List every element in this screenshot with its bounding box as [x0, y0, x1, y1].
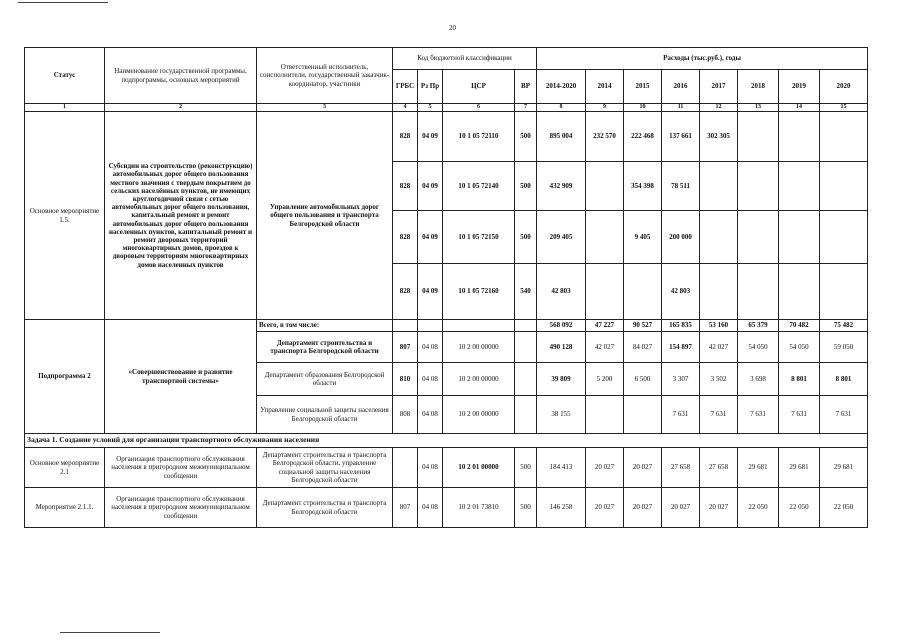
value-cell: 146 258	[537, 488, 586, 528]
m211-status: Мероприятие 2.1.1.	[25, 488, 105, 528]
col-number: 13	[738, 104, 779, 112]
value-cell	[779, 112, 820, 162]
vr-cell	[515, 332, 537, 363]
value-cell	[586, 264, 624, 320]
csr-cell: 10 2 01 00000	[443, 448, 515, 488]
value-cell: 84 027	[624, 332, 662, 363]
value-cell: 42 803	[662, 264, 700, 320]
csr-cell	[443, 320, 515, 332]
total-value-cell: 53 160	[700, 320, 738, 332]
grbs-cell: 828	[393, 162, 418, 211]
value-cell: 27 658	[662, 448, 700, 488]
vr-cell: 500	[515, 488, 537, 528]
col-number: 6	[443, 104, 515, 112]
rzpr-cell: 04 08	[418, 448, 443, 488]
page-number: 20	[449, 24, 456, 32]
m211-name: Организация транспортного обслуживания населения в пригородном межмуниципальном сообщении	[105, 488, 257, 528]
grbs-cell: 807	[393, 332, 418, 363]
value-cell	[738, 112, 779, 162]
col-number: 7	[515, 104, 537, 112]
value-cell: 8 801	[779, 363, 820, 396]
value-cell: 20 027	[624, 448, 662, 488]
vr-cell: 540	[515, 264, 537, 320]
value-cell: 5 200	[586, 363, 624, 396]
om15-executor: Управление автомобильных дорог общего пользования и транспорта Белгородской области	[257, 112, 393, 320]
csr-cell: 10 1 05 72150	[443, 211, 515, 264]
grbs-cell: 807	[393, 488, 418, 528]
value-cell: 20 027	[700, 488, 738, 528]
header-year: 2020	[820, 70, 868, 104]
sub2-name: «Совершенствование и развитие транспортной системы»	[105, 320, 257, 434]
value-cell: 490 128	[537, 332, 586, 363]
rzpr-cell: 04 08	[418, 396, 443, 434]
value-cell	[779, 264, 820, 320]
value-cell: 9 405	[624, 211, 662, 264]
value-cell: 895 004	[537, 112, 586, 162]
value-cell: 3 307	[662, 363, 700, 396]
value-cell: 3 698	[738, 363, 779, 396]
vr-cell: 500	[515, 162, 537, 211]
executor-cell: Департамент строительства и транспорта Белгородской области	[257, 332, 393, 363]
total-value-cell: 47 227	[586, 320, 624, 332]
value-cell: 184 413	[537, 448, 586, 488]
rzpr-cell	[418, 320, 443, 332]
value-cell: 200 000	[662, 211, 700, 264]
grbs-cell: 828	[393, 112, 418, 162]
value-cell: 7 631	[662, 396, 700, 434]
header-year: 2014-2020	[537, 70, 586, 104]
value-cell: 29 681	[738, 448, 779, 488]
value-cell: 354 398	[624, 162, 662, 211]
executor-cell: Департамент образования Белгородской области	[257, 363, 393, 396]
value-cell: 54 050	[738, 332, 779, 363]
header-year: 2018	[738, 70, 779, 104]
value-cell: 432 909	[537, 162, 586, 211]
value-cell	[820, 162, 868, 211]
value-cell	[820, 112, 868, 162]
col-number: 10	[624, 104, 662, 112]
value-cell	[700, 211, 738, 264]
value-cell: 8 801	[820, 363, 868, 396]
header-year: 2014	[586, 70, 624, 104]
col-number: 3	[257, 104, 393, 112]
grbs-cell	[393, 320, 418, 332]
csr-cell: 10 1 05 72140	[443, 162, 515, 211]
csr-cell: 10 2 00 00000	[443, 332, 515, 363]
header-expenses: Расходы (тыс.руб.), годы	[537, 48, 868, 70]
executor-cell: Управление социальной защиты населения Белгородской области	[257, 396, 393, 434]
budget-table	[24, 47, 868, 528]
om21-executor: Департамент строительства и транспорта Белгородской области, управление социальной защиты населения Белгородской области	[257, 448, 393, 488]
value-cell	[820, 264, 868, 320]
m211-executor: Департамент строительства и транспорта Белгородской области	[257, 488, 393, 528]
total-value-cell: 568 092	[537, 320, 586, 332]
total-value-cell: 90 527	[624, 320, 662, 332]
header-year: 2019	[779, 70, 820, 104]
om15-name: Субсидии на строительство (реконструкцию) автомобильных дорог общего пользования местного значения с твердым покрытием до сельских населённых пунктов, не имеющих круглогодичной связи с сетью автомобильных дорог общего пользования, капитальный ремонт и ремонт автомобильных дорог общего пользования населенных пунктов, капитальный ремонт и ремонт дворовых территорий многоквартирных домов, проездов к дворовым территориям многоквартирных домов населенных пунктов	[105, 112, 257, 320]
total-value-cell: 65 379	[738, 320, 779, 332]
bottom-rule	[60, 632, 160, 633]
value-cell: 42 027	[586, 332, 624, 363]
value-cell	[586, 162, 624, 211]
header-grbs: ГРБС	[393, 70, 418, 104]
om21-status: Основное мероприятие 2.1	[25, 448, 105, 488]
sub2-status: Подпрограмма 2	[25, 320, 105, 434]
value-cell	[738, 211, 779, 264]
value-cell: 22 050	[738, 488, 779, 528]
value-cell: 209 405	[537, 211, 586, 264]
value-cell: 59 050	[820, 332, 868, 363]
total-value-cell: 165 835	[662, 320, 700, 332]
value-cell: 42 027	[700, 332, 738, 363]
value-cell	[738, 162, 779, 211]
value-cell	[586, 396, 624, 434]
om21-name: Организация транспортного обслуживания населения в пригородном межмуниципальном сообщении	[105, 448, 257, 488]
value-cell	[586, 211, 624, 264]
value-cell	[820, 211, 868, 264]
value-cell	[624, 264, 662, 320]
rzpr-cell: 04 08	[418, 332, 443, 363]
vr-cell: 500	[515, 112, 537, 162]
value-cell: 29 681	[820, 448, 868, 488]
value-cell: 27 658	[700, 448, 738, 488]
vr-cell	[515, 363, 537, 396]
col-number: 5	[418, 104, 443, 112]
header-executor: Ответственный исполнитель, соисполнители, государственный заказчик-координатор, участники	[257, 48, 393, 104]
header-vr: ВР	[515, 70, 537, 104]
csr-cell: 10 2 01 73810	[443, 488, 515, 528]
header-csr: ЦСР	[443, 70, 515, 104]
col-number: 4	[393, 104, 418, 112]
value-cell: 22 050	[820, 488, 868, 528]
col-number: 11	[662, 104, 700, 112]
rzpr-cell: 04 09	[418, 112, 443, 162]
value-cell: 6 500	[624, 363, 662, 396]
value-cell	[700, 162, 738, 211]
value-cell: 39 809	[537, 363, 586, 396]
sub2-total-label: Всего, в том числе:	[257, 320, 393, 332]
col-number: 1	[25, 104, 105, 112]
header-year: 2016	[662, 70, 700, 104]
header-status: Статус	[25, 48, 105, 104]
header-year: 2017	[700, 70, 738, 104]
value-cell: 302 305	[700, 112, 738, 162]
csr-cell: 10 1 05 72160	[443, 264, 515, 320]
value-cell: 78 511	[662, 162, 700, 211]
value-cell: 20 027	[586, 448, 624, 488]
value-cell: 137 661	[662, 112, 700, 162]
value-cell	[700, 264, 738, 320]
col-number: 9	[586, 104, 624, 112]
header-rzpr: Рз Пр	[418, 70, 443, 104]
col-number: 12	[700, 104, 738, 112]
value-cell: 3 502	[700, 363, 738, 396]
value-cell	[624, 396, 662, 434]
rzpr-cell: 04 08	[418, 363, 443, 396]
vr-cell: 500	[515, 448, 537, 488]
grbs-cell	[393, 448, 418, 488]
grbs-cell: 828	[393, 264, 418, 320]
grbs-cell: 808	[393, 396, 418, 434]
rzpr-cell: 04 08	[418, 488, 443, 528]
value-cell: 20 027	[624, 488, 662, 528]
value-cell: 7 631	[779, 396, 820, 434]
vr-cell	[515, 320, 537, 332]
header-program-name: Наименование государственной программы, подпрограммы, основных мероприятий	[105, 48, 257, 104]
value-cell: 42 803	[537, 264, 586, 320]
total-value-cell: 70 482	[779, 320, 820, 332]
rzpr-cell: 04 09	[418, 211, 443, 264]
om15-status: Основное мероприятие 1.5.	[25, 112, 105, 320]
value-cell: 38 155	[537, 396, 586, 434]
value-cell: 20 027	[586, 488, 624, 528]
total-value-cell: 75 482	[820, 320, 868, 332]
header-budget-code: Код бюджетной классификации	[393, 48, 537, 70]
vr-cell	[515, 396, 537, 434]
task-1-heading: Задача 1. Создание условий для организации транспортного обслуживания населения	[25, 434, 868, 448]
value-cell	[779, 211, 820, 264]
rzpr-cell: 04 09	[418, 264, 443, 320]
value-cell: 154 897	[662, 332, 700, 363]
csr-cell: 10 2 00 00000	[443, 396, 515, 434]
vr-cell: 500	[515, 211, 537, 264]
value-cell	[779, 162, 820, 211]
value-cell: 54 050	[779, 332, 820, 363]
top-rule	[18, 2, 108, 3]
value-cell: 7 631	[820, 396, 868, 434]
col-number: 2	[105, 104, 257, 112]
value-cell: 7 631	[700, 396, 738, 434]
col-number: 14	[779, 104, 820, 112]
csr-cell: 10 1 05 72110	[443, 112, 515, 162]
csr-cell: 10 2 00 00000	[443, 363, 515, 396]
value-cell: 20 027	[662, 488, 700, 528]
value-cell: 29 681	[779, 448, 820, 488]
grbs-cell: 810	[393, 363, 418, 396]
value-cell: 232 570	[586, 112, 624, 162]
value-cell: 22 050	[779, 488, 820, 528]
grbs-cell: 828	[393, 211, 418, 264]
rzpr-cell: 04 09	[418, 162, 443, 211]
value-cell: 222 468	[624, 112, 662, 162]
col-number: 8	[537, 104, 586, 112]
value-cell: 7 631	[738, 396, 779, 434]
value-cell	[738, 264, 779, 320]
col-number: 15	[820, 104, 868, 112]
header-year: 2015	[624, 70, 662, 104]
